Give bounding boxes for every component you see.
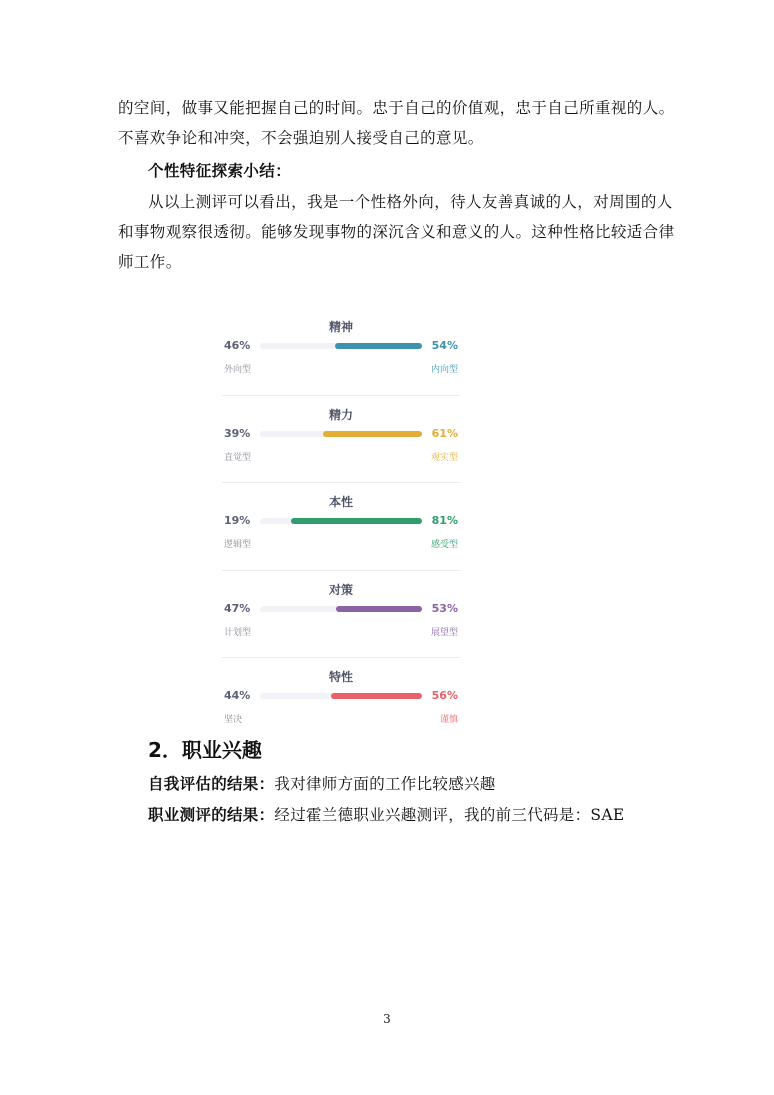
bar-track: [260, 606, 422, 612]
left-label: 直觉型: [224, 452, 252, 463]
left-percent: 19%: [224, 514, 251, 527]
summary-line: 从以上测评可以看出，我是一个性格外向，待人友善真诚的人，对周围的人: [148, 193, 673, 211]
right-label: 展望型: [430, 627, 458, 638]
right-label: 感受型: [430, 540, 458, 550]
bar-fill: [323, 431, 422, 437]
self-assessment-label: 自我评估的结果：: [148, 775, 275, 793]
section-heading: 2．职业兴趣: [148, 738, 262, 762]
left-label: 计划型: [224, 627, 252, 638]
dimension-title: 精神: [328, 320, 353, 334]
left-label: 坚决: [224, 715, 243, 725]
bar-fill: [291, 518, 422, 524]
bar-track: [260, 693, 422, 699]
dimension-row: [222, 395, 460, 483]
dimension-title: 对策: [328, 582, 353, 597]
test-result-line: [148, 803, 624, 825]
self-assessment-text: 我对律师方面的工作比较感兴趣: [274, 775, 496, 793]
dimension-row: [222, 657, 460, 745]
dimension-row: [222, 482, 460, 570]
bar-fill: [335, 343, 422, 349]
dimension-title: 本性: [328, 495, 353, 509]
bar-track: [260, 518, 422, 524]
page-number: 3: [383, 1012, 391, 1026]
right-label: 谨慎: [439, 715, 458, 725]
personality-chart: [222, 308, 460, 745]
left-percent: 47%: [224, 601, 251, 615]
self-assessment-line: [148, 772, 496, 794]
dimension-row: [222, 570, 460, 658]
left-percent: 39%: [224, 426, 251, 440]
dimension-title: 精力: [328, 407, 353, 422]
left-percent: 44%: [224, 689, 251, 702]
summary-heading: 个性特征探索小结：: [148, 162, 292, 180]
right-label: 内向型: [430, 365, 458, 375]
test-result-label: 职业测评的结果：: [148, 806, 275, 824]
right-percent: 53%: [431, 601, 458, 615]
bar-fill: [331, 693, 422, 699]
right-percent: 56%: [431, 689, 458, 702]
paragraph-line: 不喜欢争论和冲突，不会强迫别人接受自己的意见。: [118, 129, 484, 147]
right-percent: 61%: [431, 426, 458, 440]
left-label: 逻辑型: [224, 540, 252, 550]
dimension-row: [222, 308, 460, 395]
summary-line: 和事物观察很透彻。能够发现事物的深沉含义和意义的人。这种性格比较适合律: [118, 223, 675, 241]
summary-line: 师工作。: [118, 253, 182, 271]
dimension-title: 特性: [328, 670, 353, 684]
test-result-text: 经过霍兰德职业兴趣测评，我的前三代码是：SAE: [274, 806, 625, 824]
bar-fill: [336, 606, 422, 612]
bar-track: [260, 343, 422, 349]
right-percent: 54%: [431, 339, 458, 352]
bar-track: [260, 431, 422, 437]
paragraph-line: 的空间，做事又能把握自己的时间。忠于自己的价值观，忠于自己所重视的人。: [118, 99, 675, 117]
right-percent: 81%: [431, 514, 458, 527]
right-label: 观实型: [430, 452, 458, 463]
left-percent: 46%: [224, 339, 251, 352]
left-label: 外向型: [224, 365, 252, 375]
